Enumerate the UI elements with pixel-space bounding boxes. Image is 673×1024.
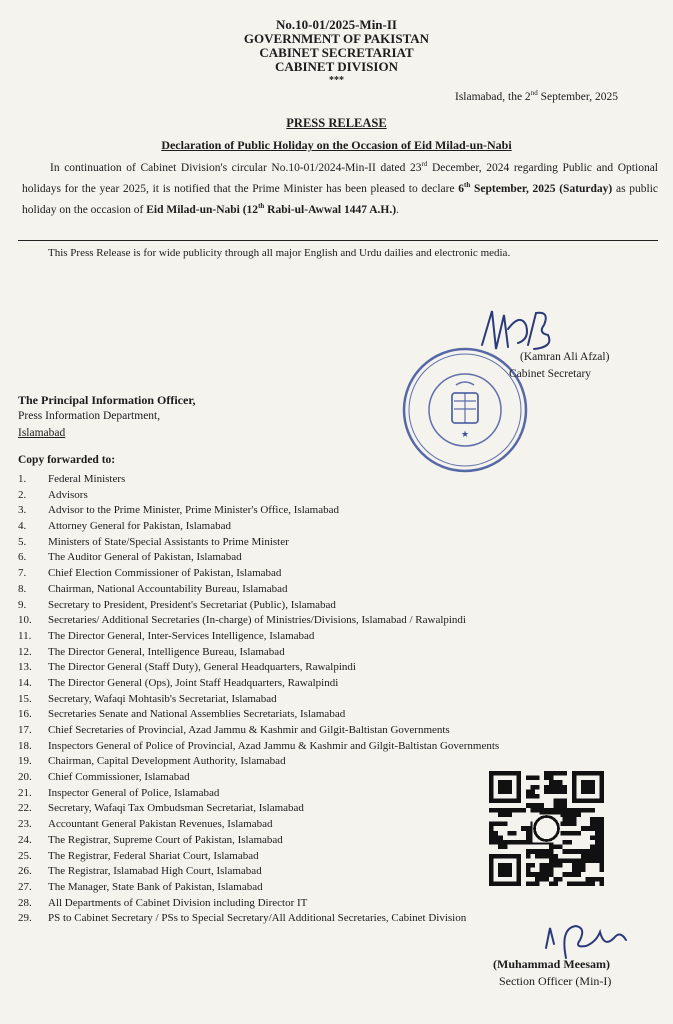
copy-list-item: [18, 613, 658, 629]
copy-list-item: [18, 629, 658, 645]
section-officer-designation: Section Officer (Min-I): [499, 974, 612, 988]
body-paragraph: [22, 156, 658, 218]
copy-list-item: [18, 598, 658, 614]
cabinet-secretary-seal: [400, 345, 530, 475]
copy-list-text: Chief Election Commissioner of Pakistan, Islamabad: [48, 567, 282, 580]
copy-list-number: 26.: [18, 865, 32, 878]
copy-list-text: Federal Ministers: [48, 473, 126, 485]
addressee-department: Press Information Department,: [18, 410, 161, 422]
copy-list-text: Secretaries/ Additional Secretaries (In-charge) of Ministries/Divisions, Islamabad / Rawalpindi: [48, 614, 466, 627]
copy-list-item: [18, 754, 658, 770]
copy-list-number: 24.: [18, 833, 32, 846]
division-heading: CABINET DIVISION: [275, 59, 398, 74]
secretariat-heading: CABINET SECRETARIAT: [259, 45, 414, 60]
copy-list-text: Chief Secretaries of Provincial, Azad Jammu & Kashmir and Gilgit-Baltistan Governments: [48, 724, 450, 736]
divider-line: [18, 240, 658, 241]
copy-list-item: [18, 676, 658, 692]
date-suffix: September, 2025: [537, 90, 619, 103]
copy-list-number: 18.: [18, 739, 32, 752]
copy-list-number: 16.: [18, 708, 32, 721]
copy-list-number: 13.: [18, 661, 32, 674]
body-sup-1: rd: [421, 160, 428, 168]
copy-list-text: Inspector General of Police, Islamabad: [48, 786, 220, 799]
copy-list-text: Ministers of State/Special Assistants to Prime Minister: [48, 535, 289, 548]
heading-stars: ***: [329, 75, 344, 86]
govt-heading: GOVERNMENT OF PAKISTAN: [243, 31, 430, 46]
copy-list-text: Inspectors General of Police of Provincial, Azad Jammu & Kashmir and Gilgit-Baltistan Governments: [48, 739, 500, 752]
copy-list-item: [18, 566, 658, 582]
addressee-title: The Principal Information Officer,: [18, 393, 196, 407]
copy-list-text: Chairman, National Accountability Bureau, Islamabad: [48, 582, 288, 595]
copy-list-text: The Auditor General of Pakistan, Islamabad: [48, 551, 242, 564]
copy-list-number: 14.: [18, 676, 32, 689]
copy-list-text: Advisors: [48, 488, 88, 501]
copy-list-text: Advisor to the Prime Minister, Prime Minister's Office, Islamabad: [48, 504, 339, 517]
copy-forwarded-label: Copy forwarded to:: [18, 454, 116, 466]
body-text-2: December, 2024 regarding Public and Optional holidays for the year 2025, it is notified that the Prime Minister has been pleased to declare: [22, 161, 658, 195]
signatory-designation: Cabinet Secretary: [509, 368, 592, 380]
event-date: Rabi-ul-Awwal 1447 A.H.): [264, 203, 397, 216]
holiday-date-day: 6: [458, 182, 465, 195]
svg-text:★: ★: [460, 430, 470, 440]
copy-list-item: [18, 707, 658, 723]
qr-code: [489, 771, 604, 886]
copy-list-number: 2.: [18, 488, 27, 501]
copy-list-number: 28.: [18, 896, 32, 909]
copy-list-number: 10.: [18, 614, 32, 627]
copy-list-item: [18, 550, 658, 566]
copy-list-item: [18, 535, 658, 551]
date-line: [455, 89, 618, 103]
subject-line: Declaration of Public Holiday on the Occasion of Eid Milad-un-Nabi: [161, 138, 512, 152]
copy-list-item: [18, 660, 658, 676]
copy-list-item: [18, 488, 658, 504]
copy-list-item: [18, 503, 658, 519]
copy-list-number: 15.: [18, 692, 32, 705]
event-name: Eid Milad-un-Nabi (12: [146, 203, 259, 216]
signatory-name: (Kamran Ali Afzal): [520, 351, 610, 363]
press-release-title: PRESS RELEASE: [286, 116, 387, 130]
addressee-city: Islamabad: [18, 427, 66, 439]
copy-list-item: [18, 723, 658, 739]
event-sup: th: [258, 201, 265, 210]
copy-list-text: Chief Commissioner, Islamabad: [48, 771, 190, 784]
copy-list-number: 25.: [18, 849, 32, 862]
copy-list-number: 27.: [18, 880, 32, 893]
body-text-4: .: [396, 203, 399, 216]
copy-list-text: Chairman, Capital Development Authority, Islamabad: [48, 755, 286, 768]
copy-list-number: 17.: [18, 724, 32, 736]
copy-list-item: [18, 472, 658, 488]
copy-list-text: The Director General, Inter-Services Intelligence, Islamabad: [48, 629, 315, 642]
copy-list-text: PS to Cabinet Secretary / PSs to Special Secretary/All Additional Secretaries, Cabinet Division: [48, 912, 467, 925]
copy-list-number: 21.: [18, 786, 32, 799]
copy-list-number: 23.: [18, 818, 32, 831]
copy-list-number: 7.: [18, 567, 27, 580]
copy-list-text: Secretary, Wafaqi Mohtasib's Secretariat, Islamabad: [48, 692, 277, 705]
date-sup: nd: [530, 89, 538, 97]
copy-list-item: [18, 582, 658, 598]
copy-list-item: [18, 896, 658, 912]
copy-list-number: 12.: [18, 645, 32, 658]
copy-list-number: 3.: [18, 504, 27, 517]
body-text-1: In continuation of Cabinet Division's circular No.10-01/2024-Min-II dated 23: [50, 161, 422, 174]
copy-list-number: 11.: [18, 629, 32, 642]
copy-list-number: 8.: [18, 582, 27, 595]
copy-list-text: Attorney General for Pakistan, Islamabad: [48, 520, 231, 533]
copy-list-item: [18, 739, 658, 755]
copy-list-number: 22.: [18, 802, 32, 815]
publicity-note: This Press Release is for wide publicity through all major English and Urdu dailies and electronic media.: [48, 247, 511, 259]
copy-list-item: [18, 692, 658, 708]
copy-list-item: [18, 519, 658, 535]
copy-list-number: 9.: [18, 598, 27, 611]
copy-list-number: 4.: [18, 520, 27, 533]
copy-list-number: 19.: [18, 755, 32, 768]
copy-list-text: Secretary to President, President's Secretariat (Public), Islamabad: [48, 598, 336, 611]
date-prefix: Islamabad, the 2: [455, 90, 531, 103]
copy-list-text: The Director General (Ops), Joint Staff Headquarters, Rawalpindi: [48, 676, 339, 689]
copy-list-number: 5.: [18, 535, 27, 548]
copy-list-text: Accountant General Pakistan Revenues, Islamabad: [48, 818, 273, 831]
copy-list-number: 20.: [18, 771, 32, 784]
copy-list-text: The Director General, Intelligence Bureau, Islamabad: [48, 645, 285, 658]
copy-list-text: The Director General (Staff Duty), General Headquarters, Rawalpindi: [48, 661, 356, 674]
section-officer-name: (Muhammad Meesam): [493, 957, 610, 971]
reference-number: No.10-01/2025-Min-II: [276, 17, 397, 32]
copy-list-text: The Registrar, Islamabad High Court, Islamabad: [48, 865, 262, 878]
copy-list-text: Secretary, Wafaqi Tax Ombudsman Secretariat, Islamabad: [48, 802, 304, 815]
copy-list-text: The Registrar, Federal Shariat Court, Islamabad: [48, 849, 259, 862]
copy-list-number: 6.: [18, 551, 27, 564]
copy-list-text: The Manager, State Bank of Pakistan, Islamabad: [48, 880, 263, 893]
copy-list-text: The Registrar, Supreme Court of Pakistan, Islamabad: [48, 833, 283, 846]
holiday-date-rest: September, 2025 (Saturday): [470, 182, 613, 195]
copy-list-item: [18, 645, 658, 661]
copy-list-text: Secretaries Senate and National Assemblies Secretariats, Islamabad: [48, 708, 346, 721]
holiday-date-sup: th: [464, 180, 471, 189]
copy-list-text: All Departments of Cabinet Division including Director IT: [48, 896, 308, 909]
copy-list-number: 1.: [18, 473, 27, 485]
copy-list-number: 29.: [18, 912, 32, 925]
body-text-3: as public holiday on the occasion of: [22, 182, 658, 216]
